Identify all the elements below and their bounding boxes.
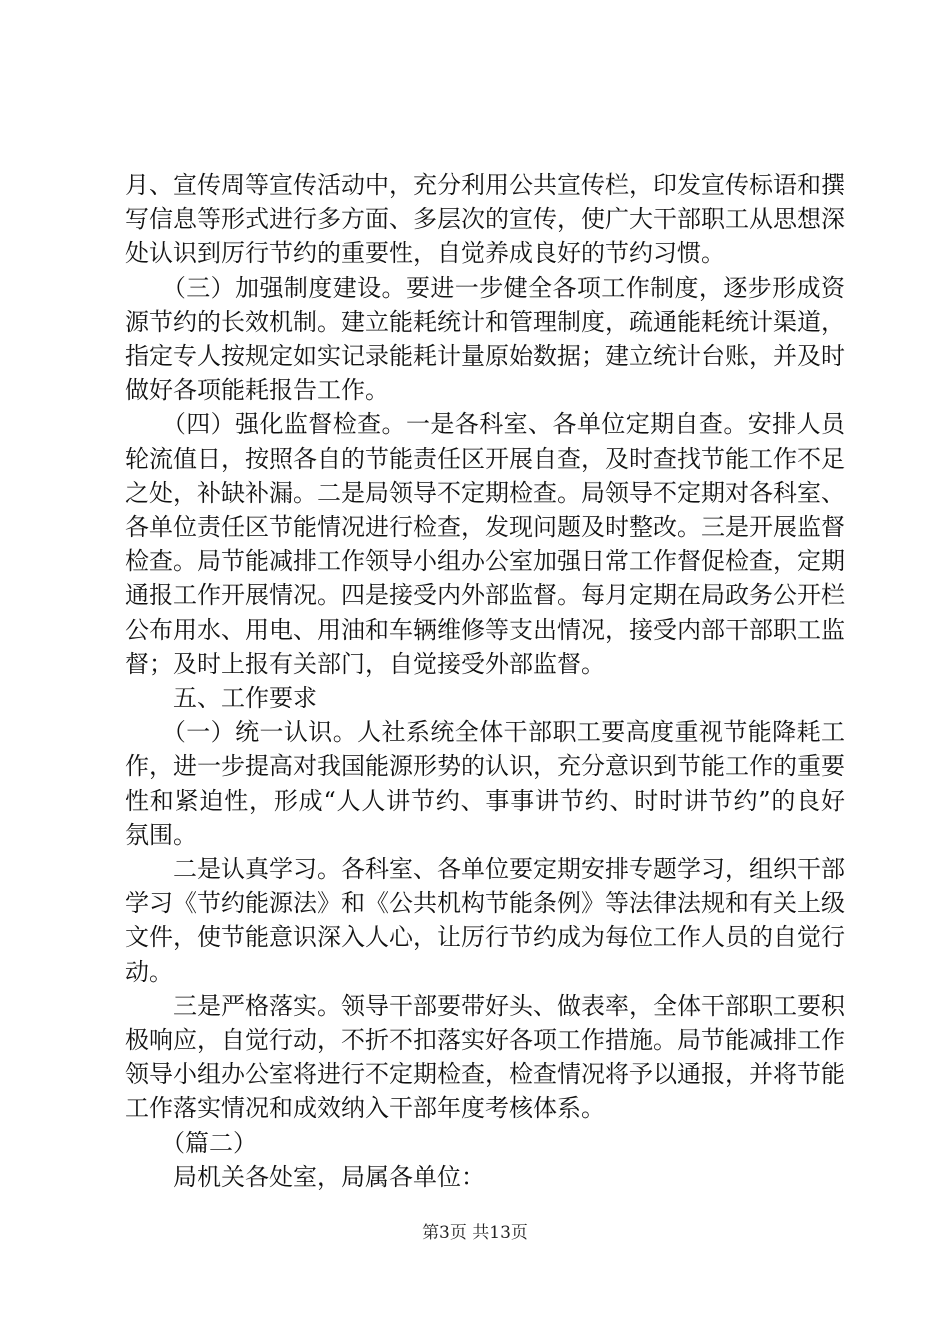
page-number-footer: 第3页 共13页: [422, 1223, 528, 1243]
paragraph-publicity-continued: 月、宣传周等宣传活动中，充分利用公共宣传栏，印发宣传标语和撰写信息等形式进行多方面、多层次的宣传，使广大干部职工从思想深处认识到厉行节约的重要性，自觉养成良好的节约习惯。: [125, 171, 845, 268]
paragraph-system-building: （三）加强制度建设。要进一步健全各项工作制度，逐步形成资源节约的长效机制。建立能耗统计和管理制度，疏通能耗统计渠道，指定专人按规定如实记录能耗计量原始数据；建立统计台账，并及时做好各项能耗报告工作。: [125, 273, 845, 405]
paragraph-unify-understanding: （一）统一认识。人社系统全体干部职工要高度重视节能降耗工作，进一步提高对我国能源形势的认识，充分意识到节能工作的重要性和紧迫性，形成“人人讲节约、事事讲节约、时时讲节约”的良好氛围。: [125, 718, 845, 849]
paragraph-supervision: （四）强化监督检查。一是各科室、各单位定期自查。安排人员轮流值日，按照各自的节能责任区开展自查，及时查找节能工作不足之处，补缺补漏。二是局领导不定期检查。局领导不定期对各科室、各单位责任区节能情况进行检查，发现问题及时整改。三是开展监督检查。局节能减排工作领导小组办公室加强日常工作督促检查，定期通报工作开展情况。四是接受内外部监督。每月定期在局政务公开栏公布用水、用电、用油和车辆维修等支出情况，接受内部干部职工监督；及时上报有关部门，自觉接受外部监督。: [125, 410, 845, 678]
section-heading-work-requirements: 五、工作要求: [125, 684, 317, 713]
paragraph-study: 二是认真学习。各科室、各单位要定期安排专题学习，组织干部学习《节约能源法》和《公共机构节能条例》等法律法规和有关上级文件，使节能意识深入人心，让厉行节约成为每位工作人员的自觉行动。: [125, 855, 845, 986]
document-body: [125, 168, 845, 1194]
section-label-part-two: （篇二）: [125, 1128, 257, 1157]
salutation-line: 局机关各处室，局属各单位：: [125, 1162, 485, 1191]
paragraph-implementation: 三是严格落实。领导干部要带好头、做表率，全体干部职工要积极响应，自觉行动，不折不扣落实好各项工作措施。局节能减排工作领导小组办公室将进行不定期检查，检查情况将予以通报，并将节能工作落实情况和成效纳入干部年度考核体系。: [125, 991, 845, 1123]
